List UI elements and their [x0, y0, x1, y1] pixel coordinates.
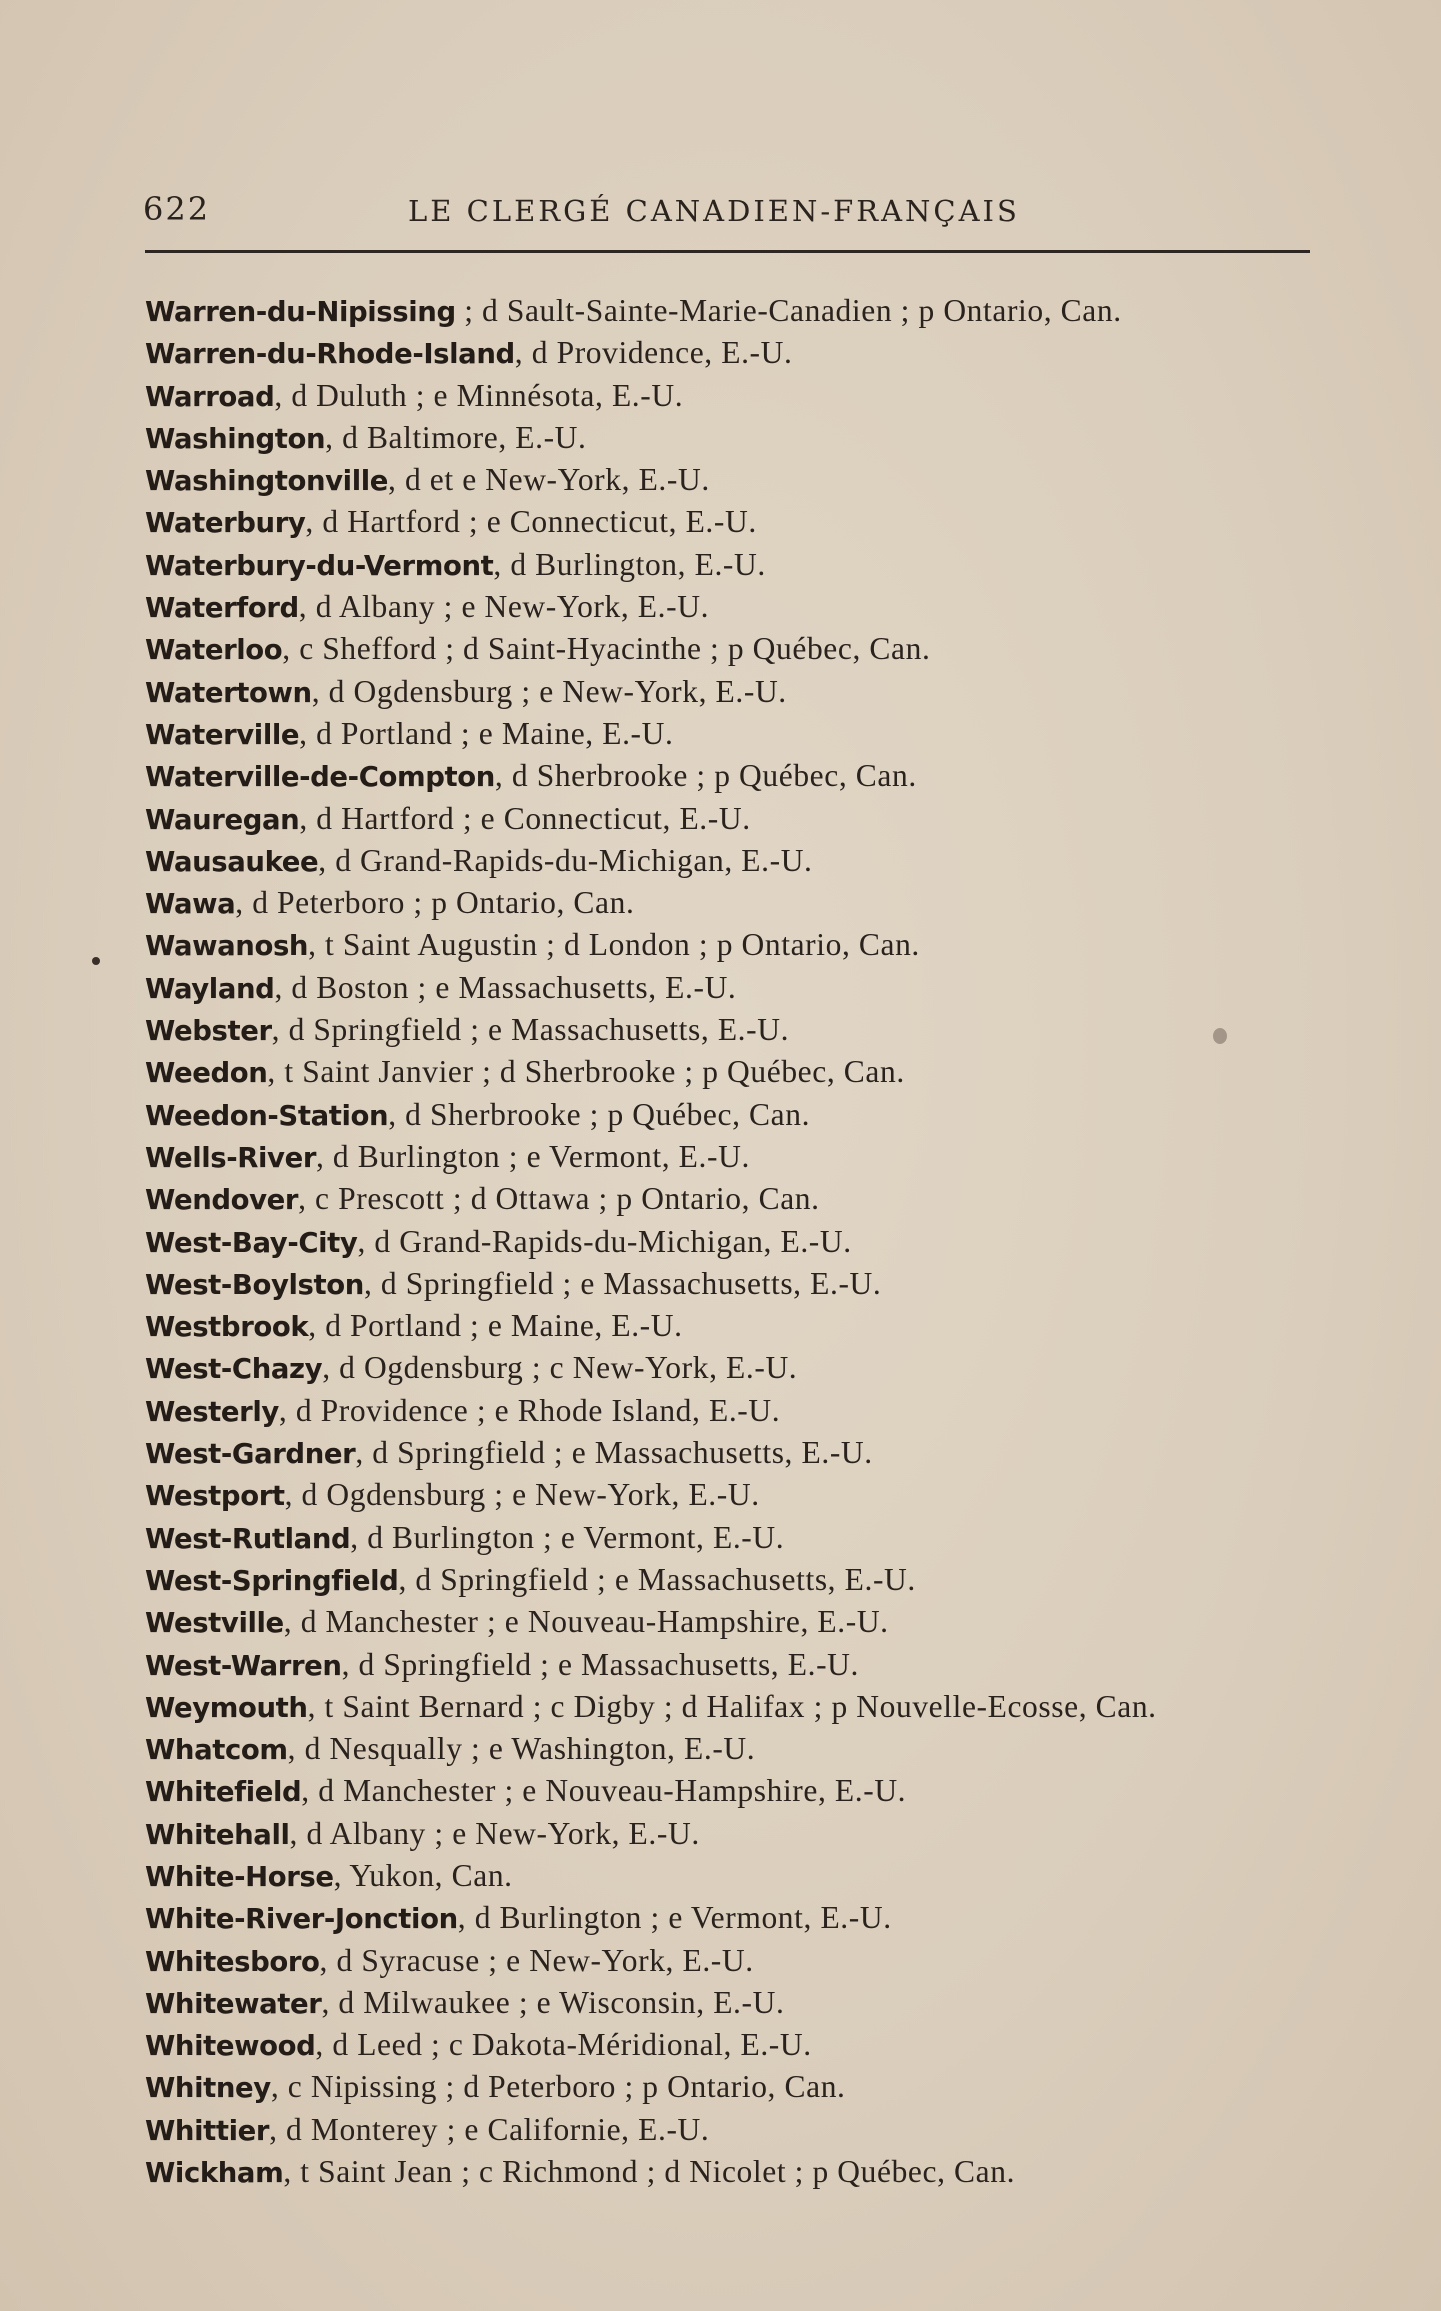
place-detail: , c Shefford ; d Saint-Hyacinthe ; p Québec, Can. [282, 631, 931, 667]
list-item [145, 1855, 1345, 1897]
place-list [145, 290, 1345, 2193]
place-name: Wayland [145, 972, 275, 1005]
place-detail: , t Saint Bernard ; c Digby ; d Halifax ; p Nouvelle-Ecosse, Can. [307, 1688, 1157, 1724]
place-detail: , d Springfield ; e Massachusetts, E.-U. [355, 1435, 873, 1471]
place-detail: , d Albany ; e New-York, E.-U. [289, 1815, 700, 1851]
list-item [145, 1813, 1345, 1855]
list-item [145, 417, 1345, 459]
place-name: Washingtonville [145, 465, 389, 498]
place-detail: , d Providence ; e Rhode Island, E.-U. [278, 1392, 781, 1428]
list-item [145, 1474, 1345, 1516]
place-name: Weedon [145, 1057, 268, 1090]
list-item [145, 544, 1345, 586]
place-detail: , d Ogdensburg ; e New-York, E.-U. [311, 673, 787, 709]
list-item [145, 1897, 1345, 1939]
place-detail: , Yukon, Can. [333, 1857, 513, 1893]
list-item [145, 1982, 1345, 2024]
place-detail: , d Albany ; e New-York, E.-U. [298, 589, 710, 625]
place-name: West-Gardner [145, 1438, 356, 1471]
place-name: White-Horse [145, 1860, 334, 1893]
place-detail: ; d Sault-Sainte-Marie-Canadien ; p Ontario, Can. [455, 293, 1122, 328]
list-item [145, 755, 1345, 797]
list-item [145, 332, 1345, 374]
place-name: Whatcom [145, 1734, 288, 1767]
place-name: West-Bay-City [145, 1226, 358, 1259]
place-detail: , d Baltimore, E.-U. [325, 419, 587, 455]
place-name: Westerly [145, 1395, 279, 1428]
list-item [145, 2109, 1345, 2151]
list-item [145, 1051, 1345, 1093]
list-item [145, 501, 1345, 543]
place-detail: , d Syracuse ; e New-York, E.-U. [319, 1942, 754, 1978]
running-title: LE CLERGÉ CANADIEN-FRANÇAIS [408, 194, 1020, 228]
place-name: Weedon-Station [145, 1099, 389, 1132]
list-item [145, 967, 1345, 1009]
place-detail: , d Manchester ; e Nouveau-Hampshire, E.-U. [301, 1773, 907, 1809]
place-detail: , d Springfield ; e Massachusetts, E.-U. [398, 1561, 916, 1597]
list-item [145, 459, 1345, 501]
place-detail: , d Burlington ; e Vermont, E.-U. [457, 1900, 892, 1936]
place-name: Whitefield [145, 1776, 302, 1809]
list-item [145, 1940, 1345, 1982]
place-detail: , c Prescott ; d Ottawa ; p Ontario, Can. [298, 1181, 820, 1217]
page-number: 622 [143, 190, 211, 228]
margin-dot [92, 957, 100, 965]
place-detail: , t Saint Jean ; c Richmond ; d Nicolet ; p Québec, Can. [283, 2154, 1016, 2190]
place-detail: , d Ogdensburg ; e New-York, E.-U. [284, 1477, 760, 1513]
place-detail: , d Hartford ; e Connecticut, E.-U. [305, 504, 757, 540]
place-name: Westbrook [145, 1311, 309, 1344]
place-name: Warren-du-Nipissing [145, 296, 456, 328]
place-name: Warren-du-Rhode-Island [145, 338, 515, 371]
place-detail: , d Sherbrooke ; p Québec, Can. [388, 1096, 811, 1132]
place-name: Webster [145, 1015, 272, 1048]
list-item [145, 840, 1345, 882]
place-name: Washington [145, 422, 326, 455]
list-item [145, 628, 1345, 670]
place-name: Whitewood [145, 2030, 316, 2063]
place-detail: , d Nesqually ; e Washington, E.-U. [287, 1731, 756, 1767]
place-name: Warroad [145, 380, 275, 413]
place-name: Wendover [145, 1184, 299, 1217]
list-item [145, 375, 1345, 417]
list-item [145, 1347, 1345, 1389]
place-name: Wawa [145, 888, 236, 921]
place-detail: , d Springfield ; e Massachusetts, E.-U. [341, 1646, 859, 1682]
place-detail: , d et e New-York, E.-U. [388, 462, 710, 498]
place-name: Waterville [145, 718, 300, 751]
list-item [145, 290, 1345, 332]
place-detail: , d Monterey ; e Californie, E.-U. [269, 2111, 710, 2147]
list-item [145, 586, 1345, 628]
place-name: Waterford [145, 592, 299, 625]
place-name: Whitehall [145, 1818, 290, 1851]
place-name: Wells-River [145, 1141, 316, 1174]
place-name: Waterloo [145, 634, 283, 667]
place-detail: , d Springfield ; e Massachusetts, E.-U. [363, 1265, 882, 1301]
place-name: Waterbury [145, 507, 306, 540]
list-item [145, 1686, 1345, 1728]
place-detail: , d Manchester ; e Nouveau-Hampshire, E.-U. [283, 1604, 889, 1640]
place-name: Whitesboro [145, 1945, 320, 1978]
place-detail: , d Portland ; e Maine, E.-U. [299, 715, 674, 751]
place-detail: , d Grand-Rapids-du-Michigan, E.-U. [318, 842, 813, 878]
list-item [145, 882, 1345, 924]
list-item [145, 1009, 1345, 1051]
list-item [145, 1728, 1345, 1770]
place-name: West-Chazy [145, 1353, 323, 1386]
list-item [145, 1644, 1345, 1686]
place-name: West-Boylston [145, 1268, 364, 1301]
place-detail: , d Grand-Rapids-du-Michigan, E.-U. [357, 1223, 852, 1259]
list-item [145, 713, 1345, 755]
place-detail: , d Milwaukee ; e Wisconsin, E.-U. [321, 1984, 785, 2020]
list-item [145, 1559, 1345, 1601]
list-item [145, 2066, 1345, 2108]
place-name: Wausaukee [145, 845, 319, 878]
place-detail: , d Peterboro ; p Ontario, Can. [235, 885, 635, 921]
place-name: Whittier [145, 2114, 270, 2147]
place-name: Wauregan [145, 803, 300, 836]
place-name: Wawanosh [145, 930, 309, 963]
place-detail: , t Saint Janvier ; d Sherbrooke ; p Québec, Can. [267, 1054, 905, 1090]
list-item [145, 1178, 1345, 1220]
place-detail: , d Burlington, E.-U. [493, 546, 766, 582]
list-item [145, 1517, 1345, 1559]
list-item [145, 1221, 1345, 1263]
place-name: Whitewater [145, 1987, 322, 2020]
place-name: Westport [145, 1480, 285, 1513]
list-item [145, 1263, 1345, 1305]
list-item [145, 1432, 1345, 1474]
place-detail: , d Burlington ; e Vermont, E.-U. [350, 1519, 785, 1555]
place-name: Wickham [145, 2157, 284, 2190]
list-item [145, 671, 1345, 713]
place-name: White-River-Jonction [145, 1903, 458, 1936]
place-name: Waterbury-du-Vermont [145, 549, 494, 582]
place-detail: , d Duluth ; e Minnésota, E.-U. [274, 377, 684, 413]
header-rule [145, 250, 1310, 253]
place-detail: , t Saint Augustin ; d London ; p Ontario, Can. [308, 927, 920, 963]
place-name: Watertown [145, 676, 312, 709]
list-item [145, 798, 1345, 840]
place-detail: , d Sherbrooke ; p Québec, Can. [494, 758, 917, 794]
place-detail: , d Leed ; c Dakota-Méridional, E.-U. [315, 2027, 812, 2063]
place-name: Weymouth [145, 1691, 308, 1724]
place-name: Westville [145, 1607, 284, 1640]
list-item [145, 1136, 1345, 1178]
place-detail: , d Boston ; e Massachusetts, E.-U. [274, 969, 737, 1005]
place-name: West-Warren [145, 1649, 342, 1682]
place-detail: , d Springfield ; e Massachusetts, E.-U. [271, 1012, 790, 1048]
list-item [145, 2151, 1345, 2193]
place-detail: , d Burlington ; e Vermont, E.-U. [315, 1138, 750, 1174]
place-detail: , d Providence, E.-U. [514, 335, 793, 371]
page-header [143, 190, 1308, 240]
list-item [145, 2024, 1345, 2066]
place-detail: , d Portland ; e Maine, E.-U. [308, 1308, 683, 1344]
list-item [145, 1390, 1345, 1432]
place-name: Waterville-de-Compton [145, 761, 495, 794]
place-detail: , d Hartford ; e Connecticut, E.-U. [299, 800, 751, 836]
list-item [145, 1770, 1345, 1812]
place-detail: , c Nipissing ; d Peterboro ; p Ontario, Can. [270, 2069, 846, 2105]
place-detail: , d Ogdensburg ; c New-York, E.-U. [322, 1350, 798, 1386]
place-name: Whitney [145, 2072, 271, 2105]
list-item [145, 924, 1345, 966]
place-name: West-Springfield [145, 1564, 399, 1597]
list-item [145, 1601, 1345, 1643]
place-name: West-Rutland [145, 1522, 351, 1555]
list-item [145, 1094, 1345, 1136]
list-item [145, 1305, 1345, 1347]
